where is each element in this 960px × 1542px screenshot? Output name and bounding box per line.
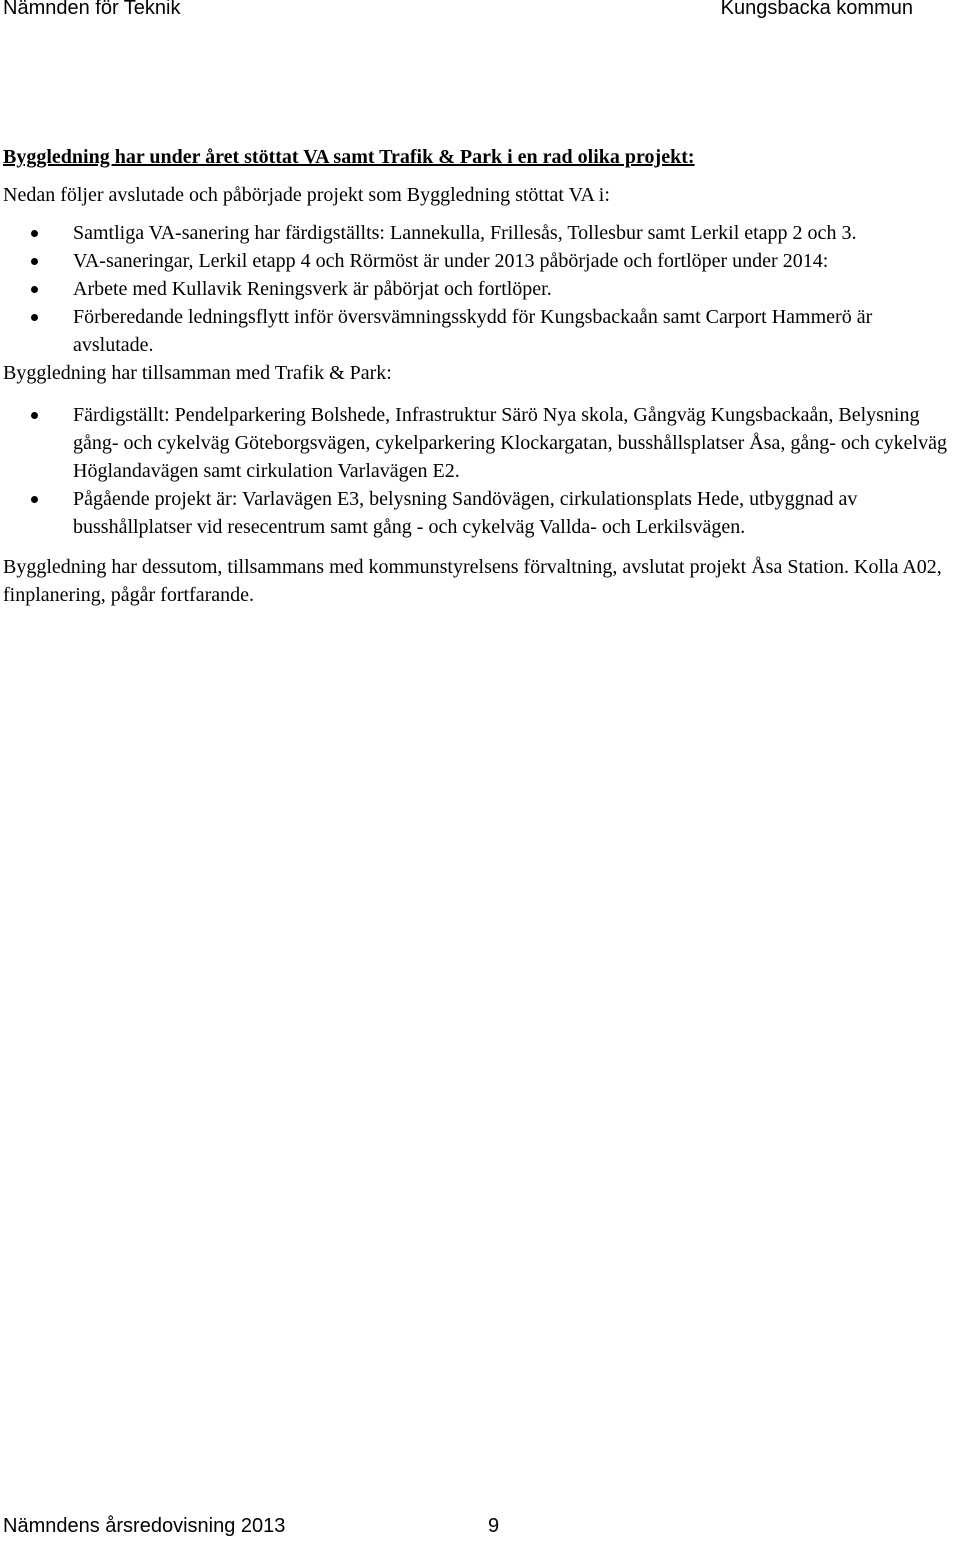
list-item [3, 401, 948, 485]
list-item-text: Pågående projekt är: Varlavägen E3, belysning Sandövägen, cirkulationsplats Hede, utbyggnad av busshållplatser vid resecentrum samt gång - och cykelväg Vallda- och Lerkilsvägen. [73, 488, 858, 538]
section-heading: Byggledning har under året stöttat VA samt Trafik & Park i en rad olika projekt: [3, 146, 695, 168]
bullet-icon [31, 230, 38, 237]
bullet-icon [31, 314, 38, 321]
page-header [0, 0, 960, 24]
va-project-list [3, 219, 948, 359]
footer-title: Nämndens årsredovisning 2013 [3, 1515, 286, 1537]
header-department: Nämnden för Teknik [3, 0, 181, 19]
trafik-intro: Byggledning har tillsamman med Trafik & Park: [3, 362, 392, 384]
va-intro: Nedan följer avslutade och påbörjade projekt som Byggledning stöttat VA i: [3, 184, 610, 206]
list-item-text: Färdigställt: Pendelparkering Bolshede, Infrastruktur Särö Nya skola, Gångväg Kungsbackaån, Belysning gång- och cykelväg Göteborgsvägen, cykelparkering Klockargatan, busshållsplatser Åsa, gång- och cykelväg Höglandavägen samt cirkulation Varlavägen E2. [73, 404, 947, 482]
list-item-text: Samtliga VA-sanering har färdigställts: Lannekulla, Frillesås, Tollesbur samt Lerkil etapp 2 och 3. [73, 222, 857, 244]
document-body [3, 143, 948, 609]
bullet-icon [31, 258, 38, 265]
list-item [3, 247, 948, 275]
list-item [3, 219, 948, 247]
list-item-text: Förberedande ledningsflytt inför översvämningsskydd för Kungsbackaån samt Carport Hammerö är avslutade. [73, 306, 873, 356]
bullet-icon [31, 412, 38, 419]
trafik-project-list [3, 401, 948, 541]
list-item-text: VA-saneringar, Lerkil etapp 4 och Rörmöst är under 2013 påbörjade och fortlöper under 2014: [73, 250, 829, 272]
bullet-icon [31, 286, 38, 293]
list-item [3, 275, 948, 303]
closing-paragraph: Byggledning har dessutom, tillsammans med kommunstyrelsens förvaltning, avslutat projekt Åsa Station. Kolla A02, finplanering, pågår fortfarande. [3, 556, 942, 606]
header-municipality: Kungsbacka kommun [720, 0, 913, 19]
list-item [3, 485, 948, 541]
bullet-icon [31, 496, 38, 503]
list-item [3, 303, 948, 359]
page-number: 9 [488, 1515, 500, 1537]
list-item-text: Arbete med Kullavik Reningsverk är påbörjat och fortlöper. [73, 278, 552, 300]
